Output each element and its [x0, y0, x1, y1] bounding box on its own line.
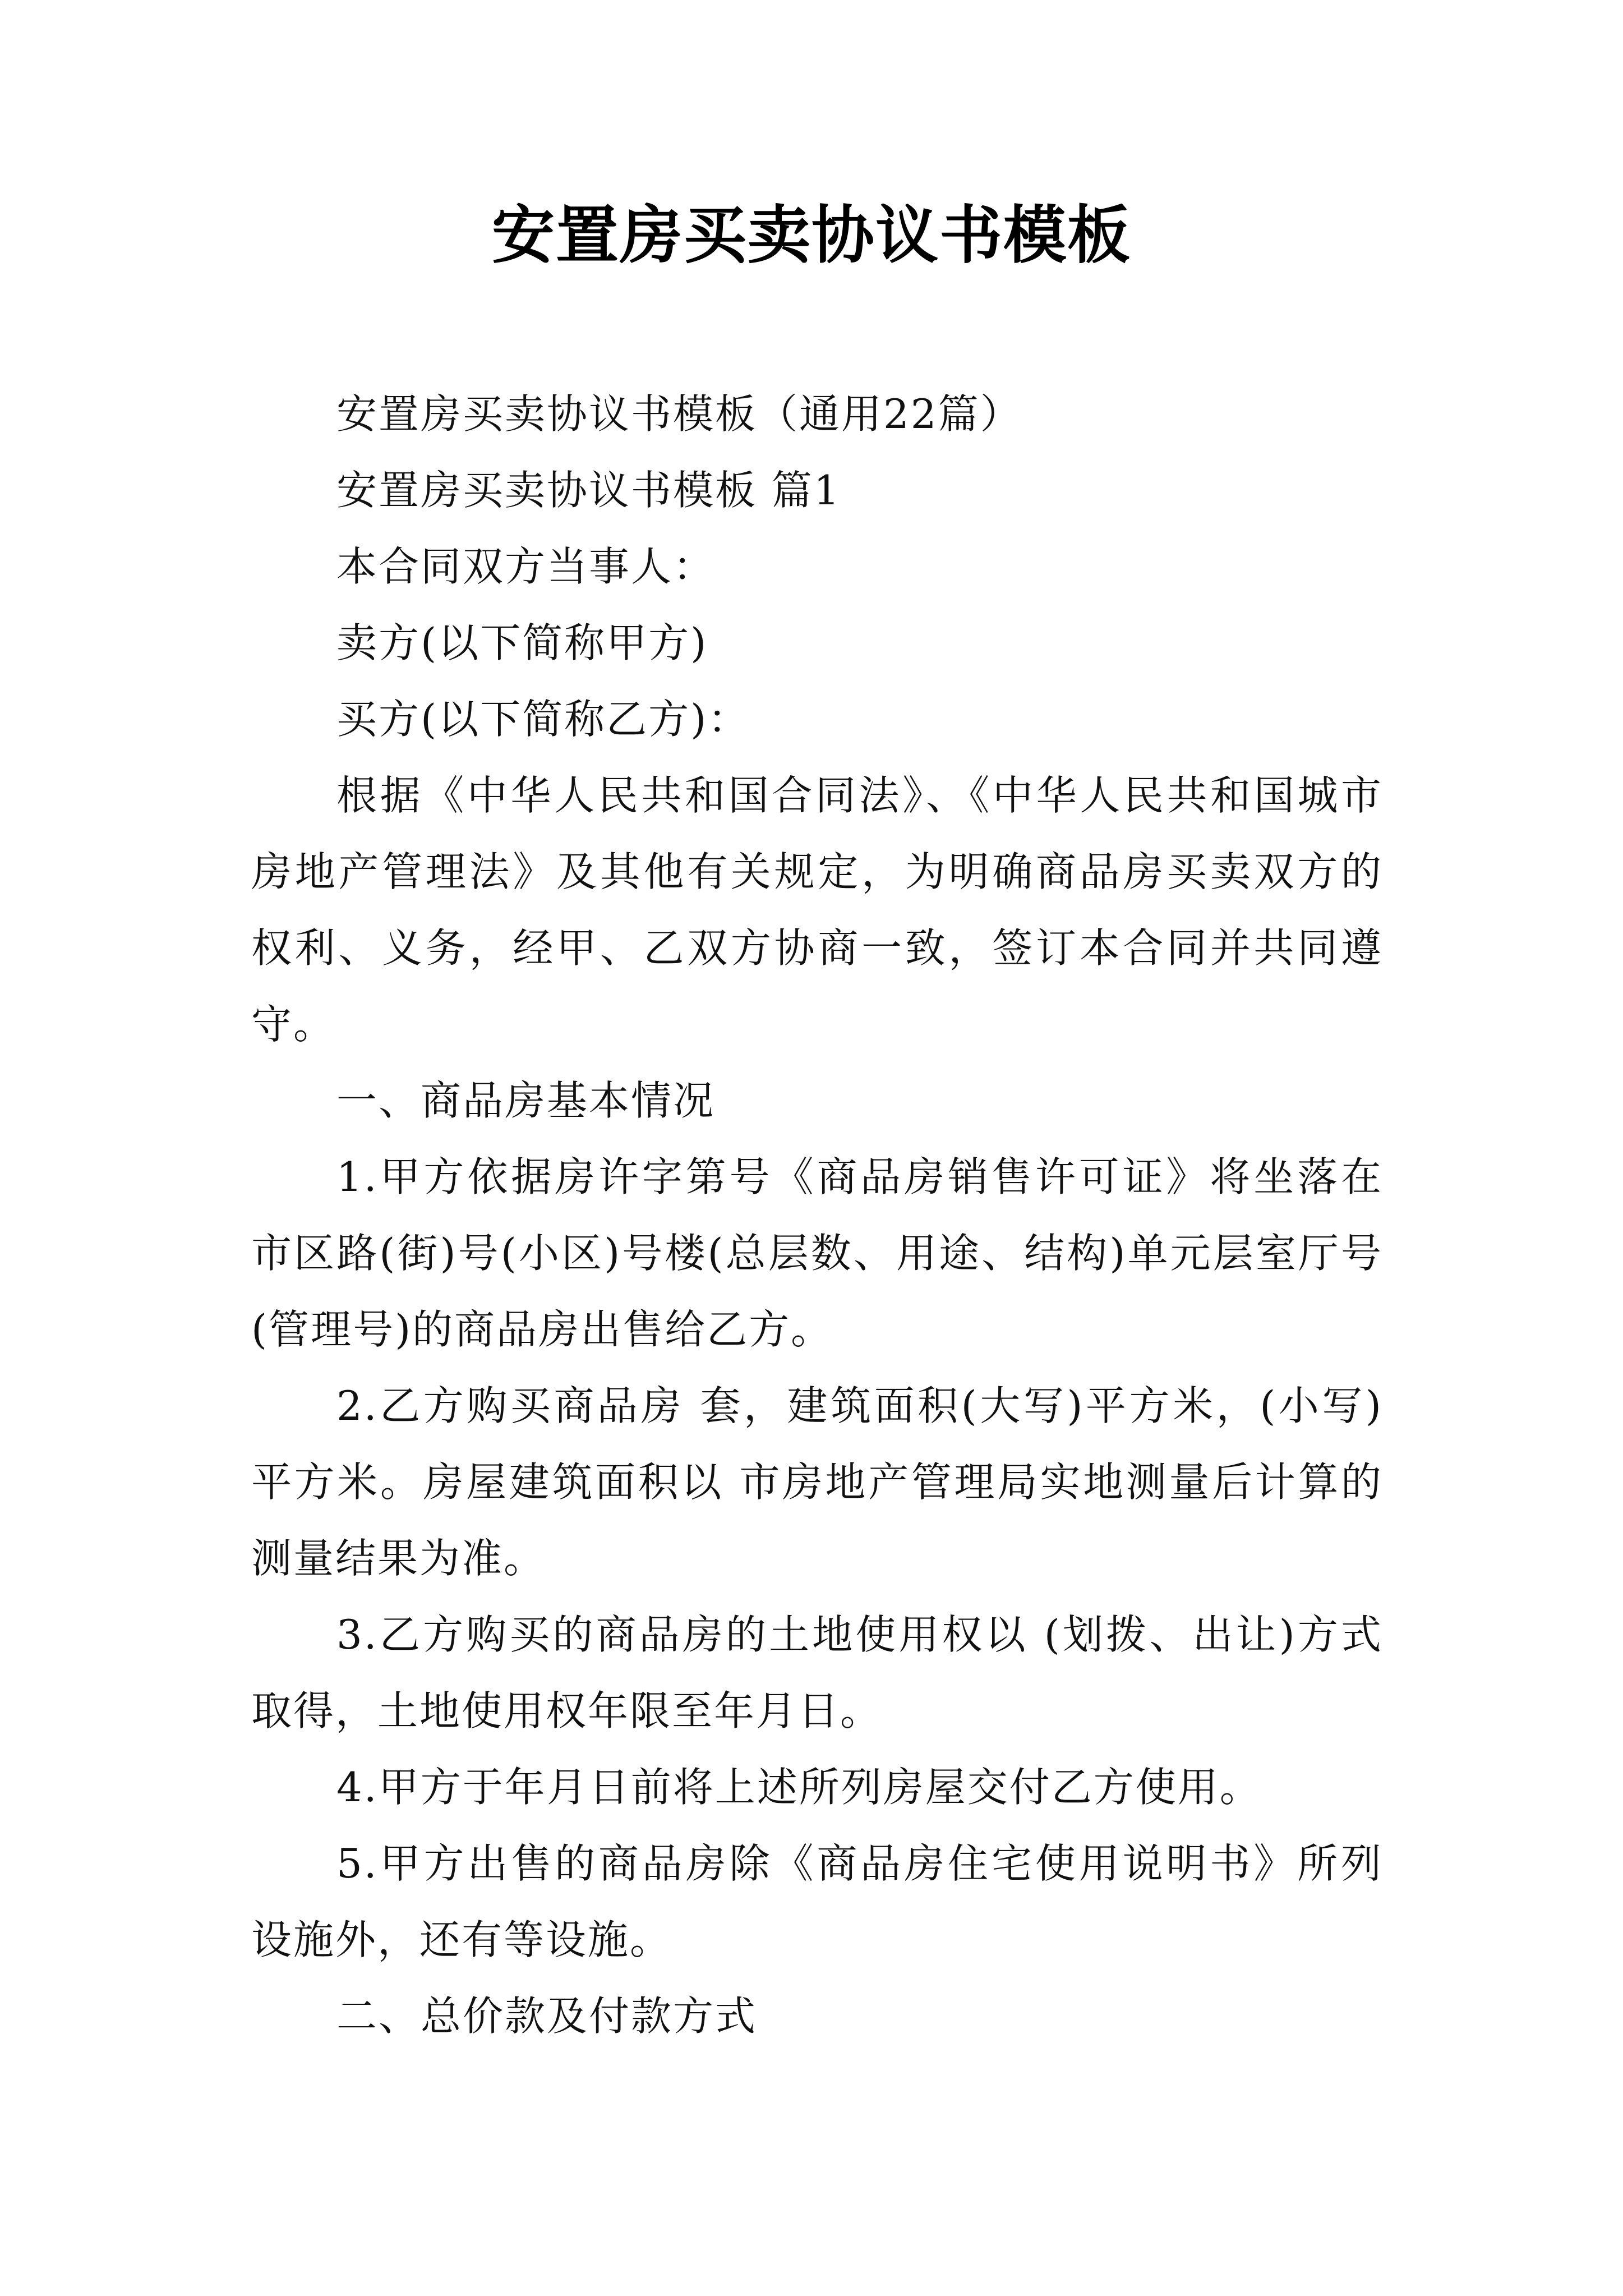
section-heading-payment: 二、总价款及付款方式 — [336, 1993, 758, 2040]
paragraph-parties: 本合同双方当事人： — [336, 543, 716, 590]
paragraph-subtitle: 安置房买卖协议书模板（通用22篇） — [336, 390, 1022, 438]
paragraph-chapter-heading: 安置房买卖协议书模板 篇1 — [336, 467, 841, 514]
clause-3: 3.乙方购买的商品房的土地使用权以 (划拨、出让)方式取得，土地使用权年限至年月日。 — [251, 1611, 1383, 1734]
paragraph-seller: 卖方(以下简称甲方) — [336, 619, 708, 666]
document-body — [251, 376, 1383, 2054]
clause-5: 5.甲方出售的商品房除《商品房住宅使用说明书》所列设施外，还有等设施。 — [251, 1840, 1383, 1963]
clause-4: 4.甲方于年月日前将上述所列房屋交付乙方使用。 — [336, 1764, 1262, 1811]
section-heading-basic-info: 一、商品房基本情况 — [336, 1077, 716, 1124]
paragraph-preamble: 根据《中华人民共和国合同法》、《中华人民共和国城市房地产管理法》及其他有关规定，为明确商品房买卖双方的权利、义务，经甲、乙双方协商一致，签订本合同并共同遵守。 — [251, 772, 1383, 1048]
clause-2: 2.乙方购买商品房 套，建筑面积(大写)平方米，(小写)平方米。房屋建筑面积以 市房地产管理局实地测量后计算的测量结果为准。 — [251, 1382, 1383, 1582]
clause-1: 1.甲方依据房许字第号《商品房销售许可证》将坐落在市区路(街)号(小区)号楼(总层数、用途、结构)单元层室厅号(管理号)的商品房出售给乙方。 — [251, 1153, 1383, 1353]
document-title: 安置房买卖协议书模板 — [492, 199, 1131, 272]
paragraph-buyer: 买方(以下简称乙方)： — [336, 696, 750, 743]
